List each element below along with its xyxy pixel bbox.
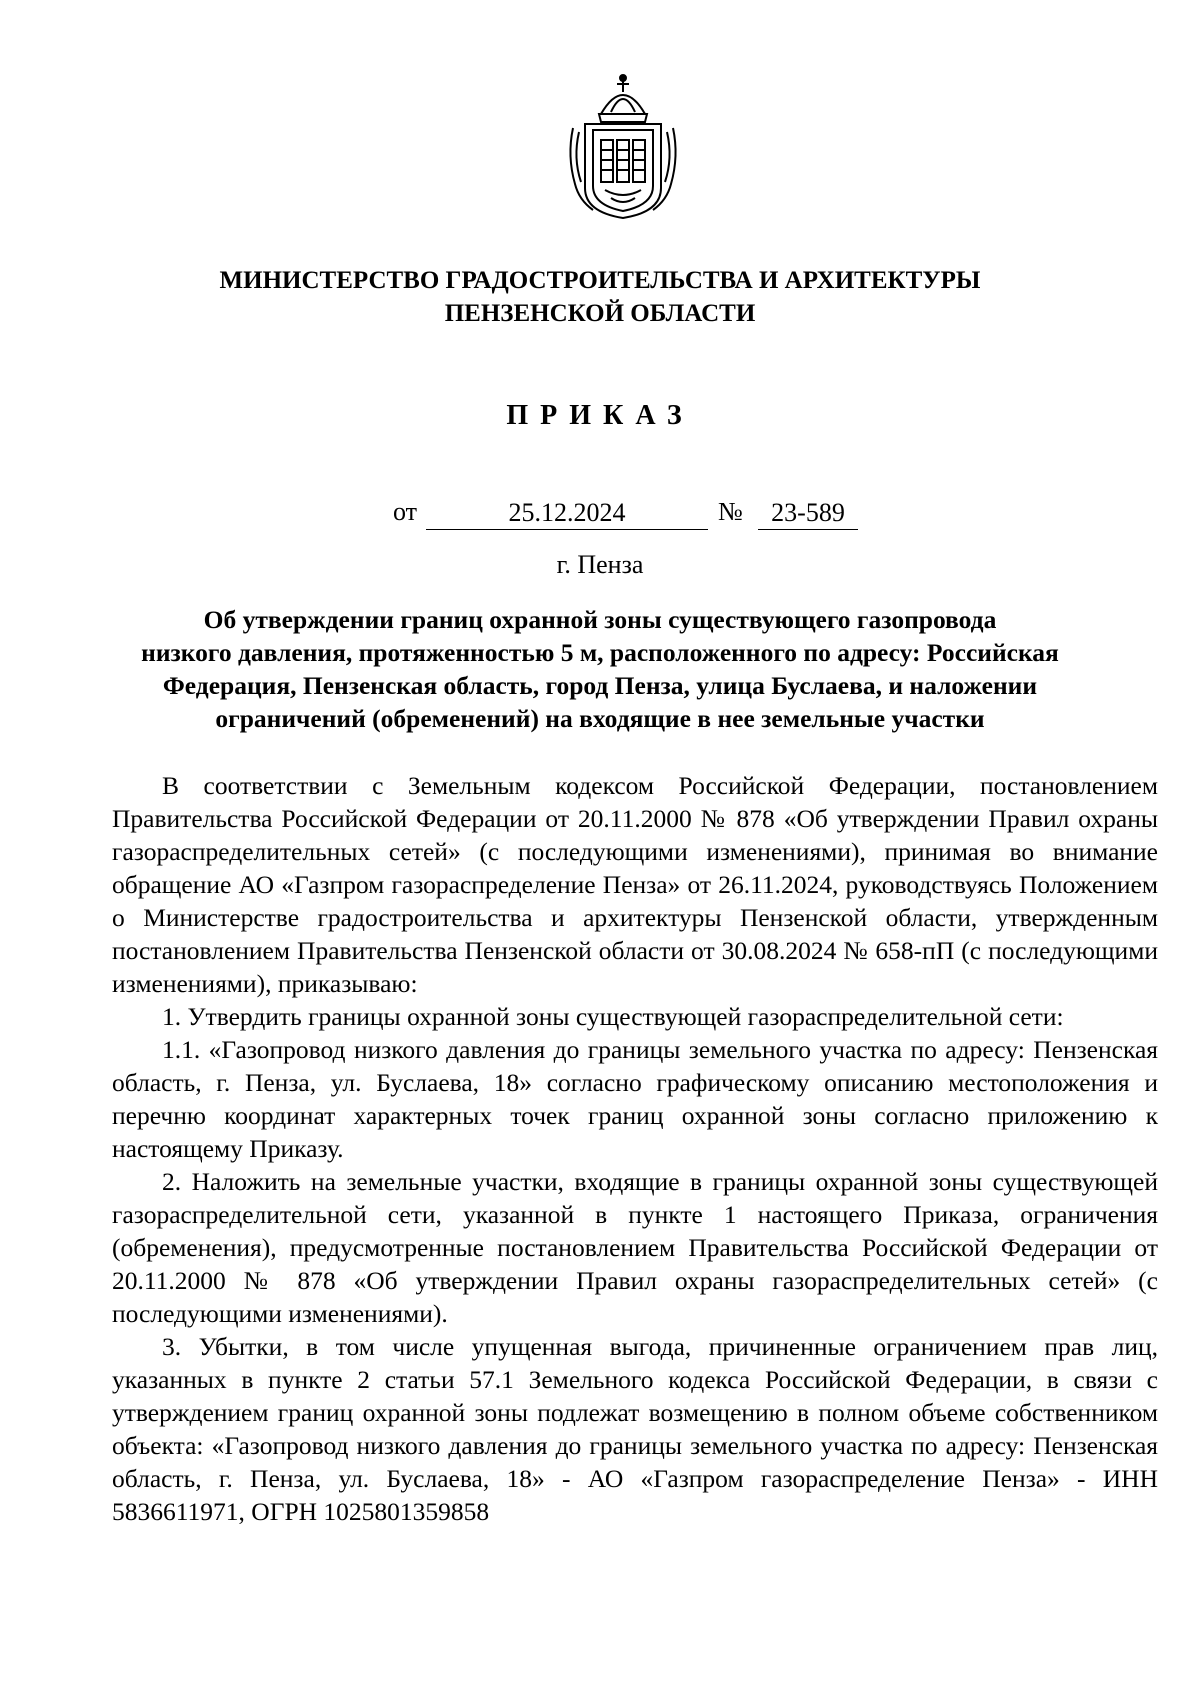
order-number: 23-589 [758,497,858,530]
order-body [112,769,1158,1528]
item-2-paragraph: 2. Наложить на земельные участки, входящие в границы охранной зоны существующей газораспределительной сети, указанной в пункте 1 настоящего Приказа, ограничения (обременения), предусмотренные постановлением Правительства Российской Федерации от 20.11.2000 № 878 «Об утверждении Правил охраны газораспределительных сетей» (с последующими изменениями). [112,1167,1158,1328]
order-subject [100,603,1100,735]
item-3-paragraph: 3. Убытки, в том числе упущенная выгода, причиненные ограничением прав лиц, указанных в пункте 2 статьи 57.1 Земельного кодекса Российской Федерации, в связи с утверждением границ охранной зоны подлежат возмещению в полном объеме собственником объекта: «Газопровод низкого давления до границы земельного участка по адресу: Пензенская область, г. Пенза, ул. Буслаева, 18» - АО «Газпром газораспределение Пенза» - ИНН 5836611971, ОГРН 1025801359858 [112,1332,1158,1526]
order-subject-line-3: Федерация, Пензенская область, город Пенза, улица Буслаева, и наложении [162,671,1038,700]
date-prefix: от [393,497,418,526]
ministry-name [100,264,1100,330]
order-title: ПРИКАЗ [506,400,694,431]
order-subject-line-1: Об утверждении границ охранной зоны существующего газопровода [203,605,997,634]
order-subject-line-2: низкого давления, протяженностью 5 м, расположенного по адресу: Российская [141,638,1059,667]
ministry-name-line-1: МИНИСТЕРСТВО ГРАДОСТРОИТЕЛЬСТВА И АРХИТЕКТУРЫ [219,267,981,294]
city: г. Пенза [556,550,644,579]
order-subject-line-4: ограничений (обременений) на входящие в нее земельные участки [215,704,985,733]
ministry-name-line-2: ПЕНЗЕНСКОЙ ОБЛАСТИ [444,300,756,327]
item-1-1-paragraph: 1.1. «Газопровод низкого давления до границы земельного участка по адресу: Пензенская область, г. Пенза, ул. Буслаева, 18» согласно графическому описанию местоположения и перечню координат характерных точек границ охранной зоны согласно приложению к настоящему Приказу. [112,1035,1158,1163]
order-date: 25.12.2024 [426,497,708,530]
item-1-paragraph: 1. Утвердить границы охранной зоны существующей газораспределительной сети: [162,1002,1064,1031]
number-sign: № [718,497,743,526]
preamble-paragraph: В соответствии с Земельным кодексом Российской Федерации, постановлением Правительства Российской Федерации от 20.11.2000 № 878 «Об утверждении Правил охраны газораспределительных сетей» (с последующими изменениями), принимая во внимание обращение АО «Газпром газораспределение Пенза» от 26.11.2024, руководствуясь Положением о Министерстве градостроительства и архитектуры Пензенской области, утвержденным постановлением Правительства Пензенской области от 30.08.2024 № 658-пП (с последующими изменениями), приказываю: [112,771,1158,998]
penza-region-coat-of-arms-icon [565,72,681,220]
